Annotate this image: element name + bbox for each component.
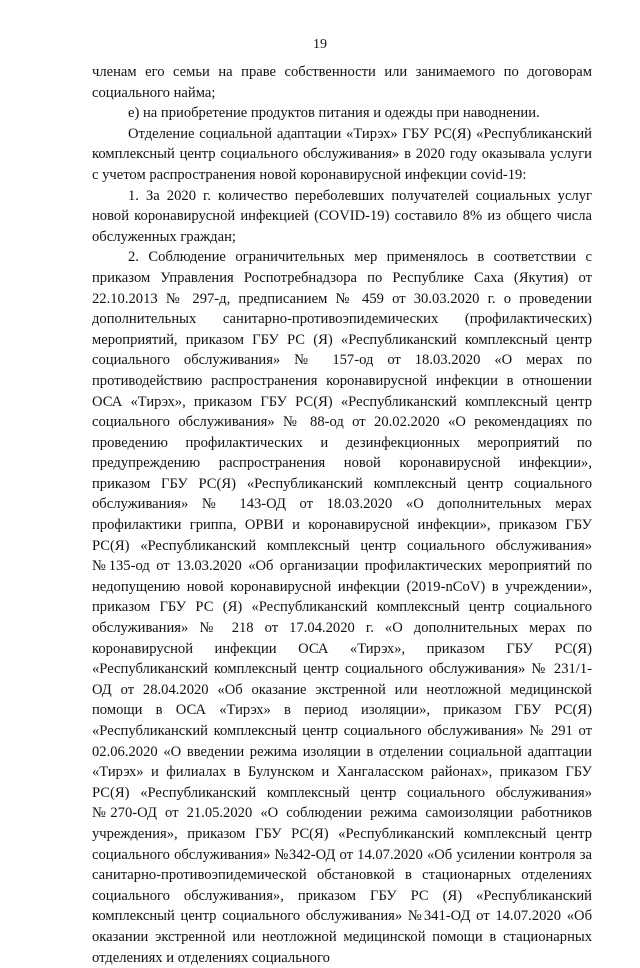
document-body [92,62,592,968]
paragraph: Отделение социальной адаптации «Тирэх» ГБУ РС(Я) «Республиканский комплексный центр социального обслуживания» в 2020 году оказывала услуги с учетом распространения новой коронавирусной инфекции covid-19: [92,125,592,183]
paragraph: 1. За 2020 г. количество переболевших получателей социальных услуг новой коронавирусной инфекцией (COVID-19) составило 8% из общего числа обслуженных граждан; [92,187,592,245]
paragraph: е) на приобретение продуктов питания и одежды при наводнении. [128,105,540,122]
paragraph: 2. Соблюдение ограничительных мер применялось в соответствии с приказом Управления Роспотребнадзора по Республике Саха (Якутия) от 22.10.2013 № 297-д, предписанием № 459 от 30.03.2020 г. о проведении дополнительных санитарно-противоэпидемических (профилактических) мероприятий, приказом ГБУ РС (Я) «Республиканский комплексный центр социального обслуживания» № 157-од от 18.03.2020 «О мерах по противодействию распространения коронавирусной инфекции в отношении ОСА «Тирэх», приказом ГБУ РС(Я) «Республиканский комплексный центр социального обслуживания» № 88-од от 20.02.2020 «О рекомендациях по проведению профилактических и дезинфекционных мероприятий по предупреждению распространения новой коронавирусной инфекции», приказом ГБУ РС(Я) «Республиканский комплексный центр социального обслуживания» № 143-ОД от 18.03.2020 «О дополнительных мерах профилактики гриппа, ОРВИ и коронавирусной инфекции», приказом ГБУ РС(Я) «Республиканский комплексный центр социального обслуживания» №135-од от 13.03.2020 «Об организации профилактических мероприятий по недопущению новой коронавирусной инфекции (2019-nCoV) в учреждении», приказом ГБУ РС (Я) «Республиканский комплексный центр социального обслуживания» № 218 от 17.04.2020 г. «О дополнительных мерах по коронавирусной инфекции ОСА «Тирэх», приказом ГБУ РС(Я) «Республиканский комплексный центр социального обслуживания» № 231/1-ОД от 28.04.2020 «Об оказание экстренной или неотложной медицинской помощи в ОСА «Тирэх» в период изоляции», приказом ГБУ РС(Я) «Республиканский комплексный центр социального обслуживания» № 291 от 02.06.2020 «О введении режима изоляции в отделении социальной адаптации «Тирэх» и филиалах в Булунском и Хангаласском районах», приказом ГБУ РС(Я) «Республиканский комплексный центр социального обслуживания» №270-ОД от 21.05.2020 «О соблюдении режима самоизоляции работников учреждения», приказом ГБУ РС(Я) «Республиканский комплексный центр социального обслуживания» №342-ОД от 14.07.2020 «Об усилении контроля за санитарно-противоэпидемической обстановкой в стационарных отделениях социального обслуживания», приказом ГБУ РС (Я) «Республиканский комплексный центр социального обслуживания» №341-ОД от 14.07.2020 «Об оказании экстренной или неотложной медицинской помощи в стационарных отделениях и отделениях социального [92,249,592,966]
paragraph: членам его семьи на праве собственности или занимаемого по договорам социального найма; [92,64,592,101]
page-number: 19 [313,37,327,52]
